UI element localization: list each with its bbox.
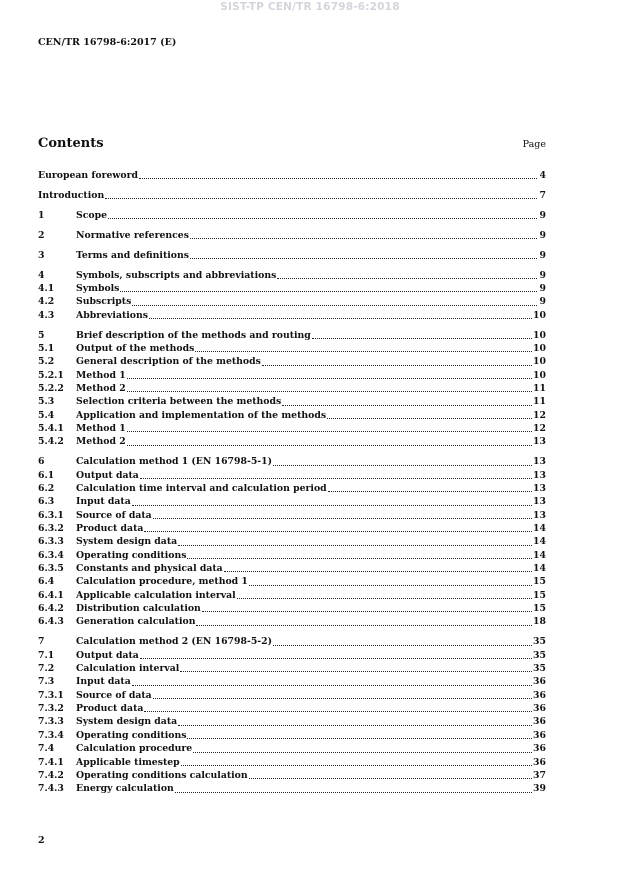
toc-entry[interactable] (38, 756, 546, 769)
toc-entry-number: 6.2 (38, 483, 55, 495)
toc-entry[interactable] (38, 675, 546, 688)
dot-leader (312, 338, 532, 339)
toc-entry-page: 35 (533, 649, 546, 661)
toc-entry-title: Operating conditions calculation (76, 769, 248, 781)
toc-entry-number: 7.4.1 (38, 756, 64, 768)
toc-entry[interactable] (38, 455, 546, 468)
toc-entry-number: 6.4 (38, 576, 55, 588)
toc-entry-number: 4.1 (38, 283, 55, 295)
toc-entry-title: Source of data (76, 689, 152, 701)
toc-entry[interactable] (38, 522, 546, 535)
toc-entry-title: Brief description of the methods and routing (76, 329, 311, 341)
dot-leader (144, 531, 532, 532)
toc-entry-title: Source of data (76, 509, 152, 521)
toc-entry-title: Product data (76, 703, 144, 715)
dot-leader (127, 445, 532, 446)
toc-entry-number: 7.1 (38, 649, 55, 661)
toc-entry-page: 36 (533, 689, 546, 701)
toc-entry-page: 13 (533, 469, 546, 481)
toc-entry-number: 5.4.2 (38, 436, 64, 448)
dot-leader (202, 611, 532, 612)
toc-entry-page: 15 (533, 603, 546, 615)
toc-entry[interactable] (38, 482, 546, 495)
toc-entry[interactable] (38, 602, 546, 615)
toc-entry[interactable] (38, 169, 546, 182)
table-of-contents (38, 169, 546, 796)
toc-entry[interactable] (38, 509, 546, 522)
toc-entry-title: Output of the methods (76, 343, 195, 354)
toc-entry-page: 35 (533, 663, 546, 675)
toc-entry[interactable] (38, 209, 546, 222)
dot-leader (127, 431, 532, 432)
toc-entry-number: 6.3.3 (38, 536, 64, 548)
dot-leader (196, 625, 532, 626)
toc-entry[interactable] (38, 662, 546, 675)
toc-entry-title: Constants and physical data (76, 563, 223, 575)
dot-leader (178, 545, 532, 546)
dot-leader (224, 571, 532, 572)
toc-entry[interactable] (38, 649, 546, 662)
toc-entry-number: 7.3.4 (38, 729, 64, 741)
dot-leader (190, 258, 537, 259)
toc-entry-title: Symbols, subscripts and abbreviations (76, 269, 277, 281)
toc-entry[interactable] (38, 409, 546, 422)
toc-entry-title: Operating conditions (76, 549, 187, 561)
toc-entry-page: 10 (533, 329, 546, 341)
dot-leader (108, 218, 537, 219)
toc-entry-number: 1 (38, 209, 45, 221)
toc-entry[interactable] (38, 615, 546, 628)
toc-entry-page: 13 (533, 456, 546, 468)
toc-entry-title: Energy calculation (76, 783, 174, 795)
dot-leader (175, 792, 532, 793)
dot-leader (195, 351, 532, 352)
dot-leader (140, 658, 532, 659)
toc-entry-number: 7.3.3 (38, 716, 64, 728)
toc-entry-page: 37 (533, 769, 546, 781)
toc-entry-page: 15 (533, 576, 546, 588)
toc-entry-page: 36 (533, 756, 546, 768)
toc-entry-title: Applicable timestep (76, 756, 180, 768)
toc-entry-title: Introduction (38, 189, 105, 201)
toc-entry-page: 36 (533, 729, 546, 741)
toc-entry[interactable] (38, 769, 546, 782)
toc-entry[interactable] (38, 355, 546, 368)
toc-entry[interactable] (38, 575, 546, 588)
toc-entry[interactable] (38, 282, 546, 295)
toc-entry-number: 6.3.1 (38, 509, 64, 521)
toc-entry-page: 18 (533, 616, 546, 628)
toc-entry-number: 5.3 (38, 396, 55, 408)
dot-leader (132, 305, 537, 306)
toc-entry-number: 7.3.2 (38, 703, 64, 715)
toc-entry[interactable] (38, 422, 546, 435)
toc-entry[interactable] (38, 715, 546, 728)
toc-entry[interactable] (38, 382, 546, 395)
toc-entry-number: 6.4.1 (38, 589, 64, 601)
toc-entry-page: 9 (539, 229, 546, 241)
toc-entry-title: System design data (76, 536, 178, 548)
toc-entry-title: Output data (76, 469, 139, 481)
toc-entry[interactable] (38, 495, 546, 508)
toc-entry-page: 13 (533, 436, 546, 448)
toc-entry-number: 6.3.2 (38, 523, 64, 535)
dot-leader (153, 518, 532, 519)
dot-leader (273, 465, 532, 466)
toc-entry-page: 4 (539, 170, 546, 181)
toc-entry-page: 14 (533, 563, 546, 575)
toc-entry-page: 9 (539, 209, 546, 221)
toc-entry[interactable] (38, 469, 546, 482)
dot-leader (105, 198, 537, 199)
toc-entry-page: 13 (533, 496, 546, 508)
toc-entry-page: 9 (539, 296, 546, 308)
toc-entry-title: Input data (76, 496, 131, 508)
toc-entry-number: 5.2 (38, 356, 55, 368)
dot-leader (178, 725, 532, 726)
watermark: SIST-TP CEN/TR 16798-6:2018 (220, 1, 400, 13)
toc-entry-number: 6.4.2 (38, 603, 64, 615)
dot-leader (193, 752, 532, 753)
toc-entry-title: Generation calculation (76, 616, 196, 628)
toc-entry[interactable] (38, 229, 546, 242)
toc-entry-number: 3 (38, 249, 45, 261)
contents-title: Contents (38, 136, 104, 151)
toc-entry-title: Operating conditions (76, 729, 187, 741)
toc-entry[interactable] (38, 189, 546, 202)
toc-entry-page: 14 (533, 523, 546, 535)
toc-entry-title: Calculation method 2 (EN 16798-5-2) (76, 636, 273, 648)
toc-entry-title: Calculation interval (76, 663, 180, 675)
toc-entry-page: 36 (533, 703, 546, 715)
toc-entry[interactable] (38, 329, 546, 342)
dot-leader (237, 598, 532, 599)
toc-entry-page: 11 (533, 396, 546, 408)
dot-leader (181, 765, 532, 766)
dot-leader (132, 505, 532, 506)
dot-leader (153, 698, 532, 699)
toc-entry-title: Scope (76, 209, 107, 221)
toc-entry-page: 36 (533, 716, 546, 728)
toc-entry-title: Subscripts (76, 296, 132, 308)
toc-entry-title: Input data (76, 676, 131, 688)
toc-entry-number: 6.4.3 (38, 616, 64, 628)
toc-entry-page: 36 (533, 676, 546, 688)
toc-entry-number: 4.3 (38, 309, 55, 321)
toc-entry-page: 9 (539, 269, 546, 281)
toc-entry-number: 6.3.4 (38, 549, 64, 561)
toc-entry-title: Selection criteria between the methods (76, 396, 282, 408)
dot-leader (127, 378, 532, 379)
toc-entry-title: System design data (76, 716, 178, 728)
toc-entry-title: General description of the methods (76, 356, 261, 368)
toc-entry-page: 10 (533, 369, 546, 381)
document-id: CEN/TR 16798-6:2017 (E) (38, 37, 177, 48)
dot-leader (149, 318, 532, 319)
toc-entry-page: 35 (533, 636, 546, 648)
toc-entry-page: 10 (533, 309, 546, 321)
toc-entry-number: 6.3.5 (38, 563, 64, 575)
toc-entry-title: Output data (76, 649, 139, 661)
toc-entry-number: 4 (38, 269, 45, 281)
toc-entry-number: 5 (38, 329, 45, 341)
page-column-label: Page (522, 139, 546, 150)
toc-entry-title: Terms and definitions (76, 249, 189, 261)
toc-entry-number: 7.4 (38, 743, 55, 755)
toc-entry-title: Method 1 (76, 423, 126, 435)
toc-entry-number: 6 (38, 456, 45, 468)
dot-leader (120, 291, 537, 292)
toc-entry-number: 5.4.1 (38, 423, 64, 435)
toc-entry-title: European foreword (38, 170, 138, 181)
toc-entry-page: 13 (533, 483, 546, 495)
dot-leader (127, 391, 532, 392)
dot-leader (139, 178, 537, 179)
dot-leader (249, 778, 532, 779)
dot-leader (132, 685, 532, 686)
toc-entry-title: Applicable calculation interval (76, 589, 236, 601)
dot-leader (249, 585, 532, 586)
toc-entry[interactable] (38, 589, 546, 602)
toc-entry[interactable] (38, 249, 546, 262)
toc-entry-title: Application and implementation of the methods (76, 409, 327, 421)
toc-entry-title: Method 1 (76, 369, 126, 381)
toc-entry[interactable] (38, 535, 546, 548)
toc-entry-title: Symbols (76, 283, 120, 295)
toc-entry-title: Method 2 (76, 383, 126, 395)
toc-entry-number: 6.1 (38, 469, 55, 481)
toc-entry-title: Calculation method 1 (EN 16798-5-1) (76, 456, 273, 468)
dot-leader (282, 405, 532, 406)
toc-entry-title: Calculation procedure, method 1 (76, 576, 248, 588)
toc-entry-number: 5.4 (38, 409, 55, 421)
toc-entry[interactable] (38, 369, 546, 382)
toc-entry-page: 9 (539, 283, 546, 295)
toc-entry[interactable] (38, 295, 546, 308)
toc-entry-page: 39 (533, 783, 546, 795)
toc-entry-page: 13 (533, 509, 546, 521)
toc-entry-number: 6.3 (38, 496, 55, 508)
toc-entry-number: 7.3.1 (38, 689, 64, 701)
toc-entry[interactable] (38, 689, 546, 702)
toc-entry-number: 7 (38, 636, 45, 648)
toc-entry-page: 15 (533, 589, 546, 601)
toc-entry-page: 10 (533, 343, 546, 354)
toc-entry-number: 5.1 (38, 343, 55, 354)
toc-entry-number: 2 (38, 229, 45, 241)
dot-leader (144, 711, 532, 712)
dot-leader (187, 738, 532, 739)
dot-leader (277, 278, 537, 279)
dot-leader (273, 645, 532, 646)
toc-entry-page: 12 (533, 423, 546, 435)
toc-entry[interactable] (38, 269, 546, 282)
toc-entry-page: 14 (533, 536, 546, 548)
toc-entry[interactable] (38, 635, 546, 648)
dot-leader (262, 365, 532, 366)
toc-entry-page: 7 (539, 189, 546, 201)
toc-entry-page: 36 (533, 743, 546, 755)
toc-entry-title: Distribution calculation (76, 603, 201, 615)
toc-entry-title: Normative references (76, 229, 189, 241)
toc-entry-page: 14 (533, 549, 546, 561)
toc-entry-number: 7.2 (38, 663, 55, 675)
dot-leader (140, 478, 532, 479)
dot-leader (190, 238, 537, 239)
toc-entry[interactable] (38, 729, 546, 742)
page-number: 2 (38, 835, 45, 846)
toc-entry-page: 12 (533, 409, 546, 421)
toc-entry[interactable] (38, 702, 546, 715)
dot-leader (187, 558, 532, 559)
dot-leader (327, 418, 532, 419)
toc-entry[interactable] (38, 742, 546, 755)
toc-entry[interactable] (38, 395, 546, 408)
toc-entry[interactable] (38, 342, 546, 355)
toc-entry-number: 7.3 (38, 676, 55, 688)
toc-entry-number: 5.2.1 (38, 369, 64, 381)
toc-entry-title: Product data (76, 523, 144, 535)
toc-entry[interactable] (38, 782, 546, 795)
toc-entry-title: Calculation time interval and calculation period (76, 483, 327, 495)
toc-entry-page: 11 (533, 383, 546, 395)
toc-entry[interactable] (38, 562, 546, 575)
toc-entry-number: 7.4.3 (38, 783, 64, 795)
dot-leader (180, 671, 532, 672)
toc-entry-number: 4.2 (38, 296, 55, 308)
toc-entry-number: 7.4.2 (38, 769, 64, 781)
toc-entry-number: 5.2.2 (38, 383, 64, 395)
toc-entry-page: 9 (539, 249, 546, 261)
toc-entry[interactable] (38, 309, 546, 322)
toc-entry-title: Abbreviations (76, 309, 149, 321)
dot-leader (328, 491, 532, 492)
toc-entry[interactable] (38, 435, 546, 448)
toc-entry-title: Method 2 (76, 436, 126, 448)
toc-entry[interactable] (38, 549, 546, 562)
toc-entry-title: Calculation procedure (76, 743, 193, 755)
toc-entry-page: 10 (533, 356, 546, 368)
